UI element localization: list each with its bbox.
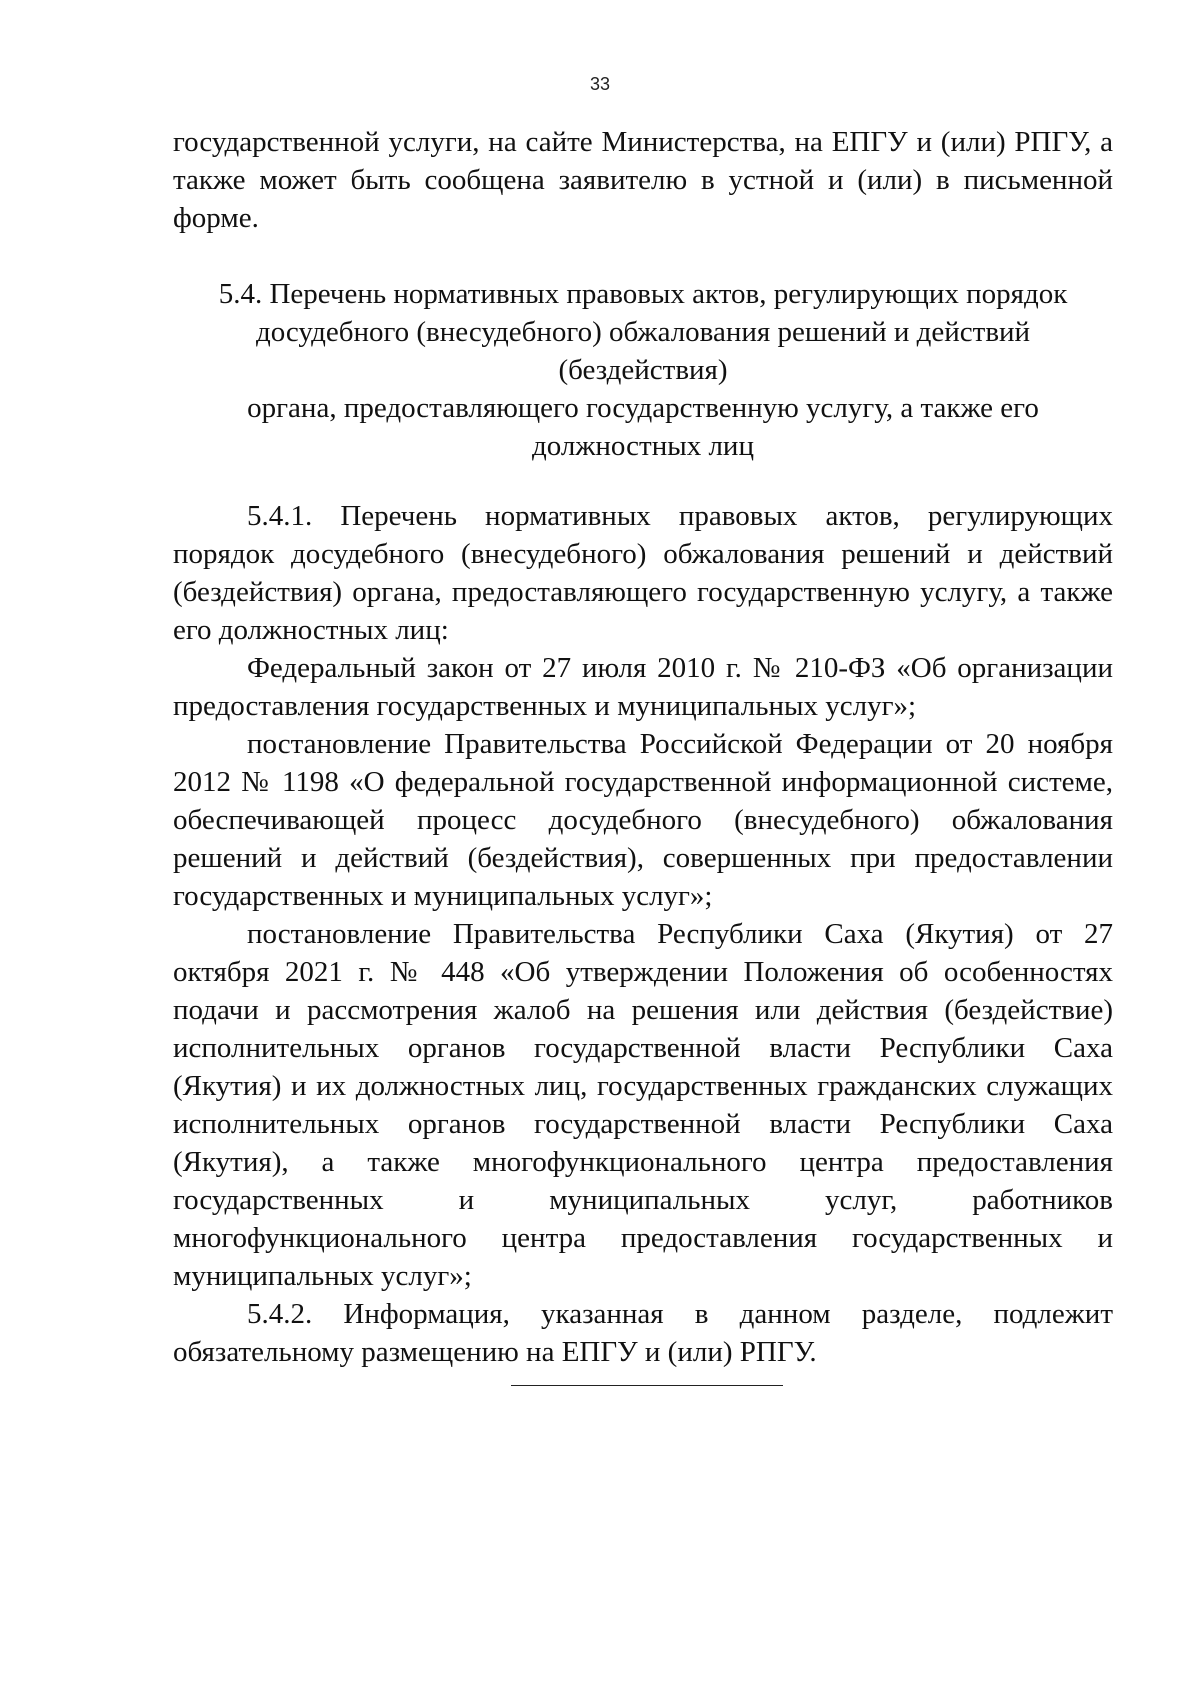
- section-heading-line: органа, предоставляющего государственную услугу, а также его: [247, 392, 1039, 424]
- law-item-government-1198: постановление Правительства Российской Федерации от 20 ноября 2012 № 1198 «О федеральной государственной информационной системе, обеспечивающей процесс досудебного (внесудебного) обжалования решений и действий (бездействия), совершенных при предоставлении государственных и муниципальных услуг»;: [173, 728, 1113, 912]
- page-number: 33: [589, 74, 611, 94]
- law-item-federal-210: Федеральный закон от 27 июля 2010 г. № 210-ФЗ «Об организации предоставления государственных и муниципальных услуг»;: [173, 652, 1113, 722]
- paragraph-5-4-1: 5.4.1. Перечень нормативных правовых актов, регулирующих порядок досудебного (внесудебного) обжалования решений и действий (бездействия) органа, предоставляющего государственную услугу, а также его должностных лиц:: [173, 500, 1113, 646]
- section-heading-line: должностных лиц: [532, 430, 754, 462]
- section-heading: [173, 275, 1113, 465]
- end-divider-line: [511, 1385, 783, 1386]
- document-body: [173, 123, 1113, 1371]
- section-heading-line: досудебного (внесудебного) обжалования решений и действий (бездействия): [255, 316, 1031, 386]
- section-heading-line: 5.4. Перечень нормативных правовых актов, регулирующих порядок: [218, 278, 1068, 310]
- paragraph-5-4-2: 5.4.2. Информация, указанная в данном разделе, подлежит обязательному размещению на ЕПГУ и (или) РПГУ.: [173, 1298, 1113, 1368]
- continuation-paragraph: государственной услуги, на сайте Министерства, на ЕПГУ и (или) РПГУ, а также может быть сообщена заявителю в устной и (или) в письменной форме.: [173, 126, 1113, 234]
- law-item-yakutia-448: постановление Правительства Республики Саха (Якутия) от 27 октября 2021 г. № 448 «Об утверждении Положения об особенностях подачи и рассмотрения жалоб на решения или действия (бездействие) исполнительных органов государственной власти Республики Саха (Якутия) и их должностных лиц, государственных гражданских служащих исполнительных органов государственной власти Республики Саха (Якутия), а также многофункционального центра предоставления государственных и муниципальных услуг, работников многофункционального центра предоставления государственных и муниципальных услуг»;: [173, 918, 1113, 1292]
